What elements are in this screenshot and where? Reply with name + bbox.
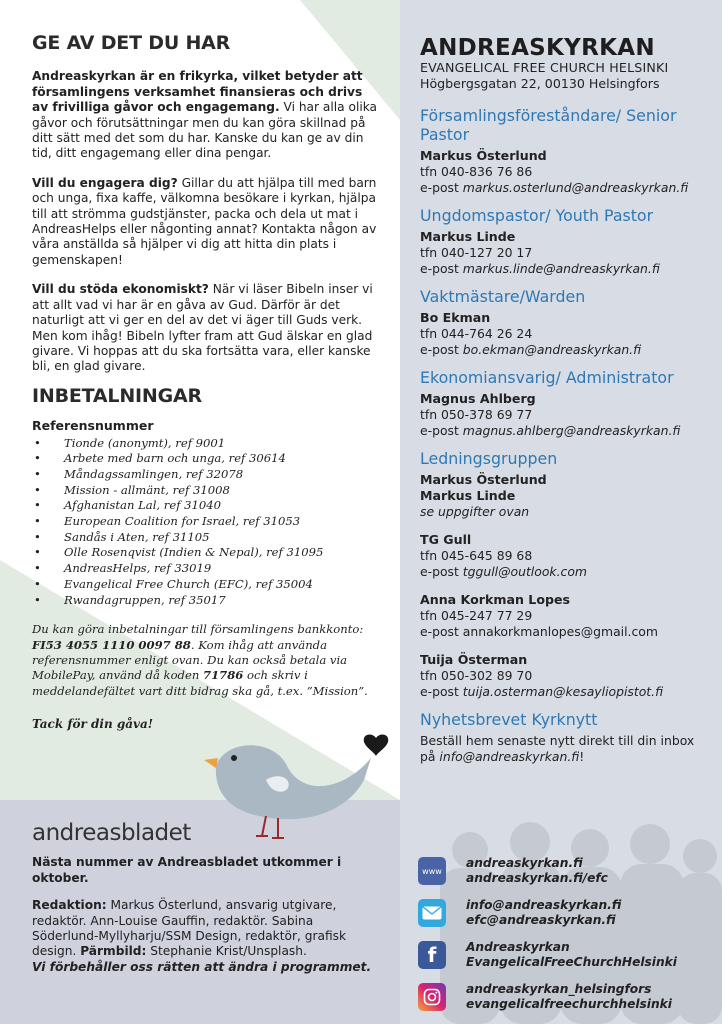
social-links [418,852,718,1020]
email-link[interactable]: magnus.ahlberg@andreaskyrkan.fi [462,423,681,438]
contact-phone [420,326,710,342]
contact-phone [420,245,710,261]
facebook-link[interactable]: Andreaskyrkan [466,940,570,954]
email-link[interactable]: markus.osterlund@andreaskyrkan.fi [462,180,689,195]
facebook-efc-link[interactable]: EvangelicalFreeChurchHelsinki [466,955,677,969]
payment-text-a: Du kan göra inbetalningar till församlingens bankkonto: [32,622,364,637]
phone-label: tfn [420,548,442,563]
payment-info [32,622,372,699]
web-row [418,852,718,890]
board-member-name: Tuija Österman [420,652,528,667]
give-heading: GE AV DET DU HAR [32,32,231,54]
mobilepay-code: 71786 [203,668,244,683]
board-name-1: Markus Österlund [420,472,547,487]
email-label: e-post [420,684,463,699]
www-icon: www [418,857,446,885]
editorial-info [32,898,382,975]
email-label: e-post [420,180,463,195]
phone-label: tfn [420,245,442,260]
mail-row [418,894,718,932]
church-subtitle: EVANGELICAL FREE CHURCH HELSINKI [420,60,669,75]
email-label: e-post [420,423,463,438]
facebook-row [418,936,718,974]
contact-name: Markus Linde [420,229,516,244]
list-item: • European Coalition for Israel, ref 31053 [32,514,382,530]
engage-text: Gillar du att hjälpa till med barn och unga, fixa kaffe, välkomna besökare i kyrkan, hjälpa till att strömma gudstjänster, packa och dela ut mat i AndreasHelps eller någonting annat? Kontakta någon av våra anställda så hjälper vi dig att hitta din plats i gemenskapen! [32,175,377,267]
andreasbladet-logo: andreasbladet [32,820,191,846]
contact-email [420,564,710,580]
cover-label: Pärmbild: [80,944,147,959]
mail-links [466,898,621,928]
instagram-links [466,982,672,1012]
newsletter-email-link[interactable]: info@andreaskyrkan.fi [439,749,580,764]
info-email-link[interactable]: info@andreaskyrkan.fi [466,898,622,912]
email-link[interactable]: bo.ekman@andreaskyrkan.fi [462,342,642,357]
phone-number: 040-836 76 86 [441,164,533,179]
church-name: ANDREASKYRKAN [420,35,655,61]
support-paragraph [32,282,382,374]
thanks-text: Tack för din gåva! [32,717,154,732]
email-link[interactable]: tggull@outlook.com [462,564,587,579]
newsletter-text [420,733,710,765]
contact-name: Magnus Ahlberg [420,391,536,406]
website-efc-link[interactable]: andreaskyrkan.fi/efc [466,871,608,885]
contact-email [420,423,710,439]
list-item: • Måndagssamlingen, ref 32078 [32,467,382,483]
list-item: • Tionde (anonymt), ref 9001 [32,436,382,452]
intro-bold: Andreaskyrkan är en frikyrka, vilket betyder att församlingens verksamhet finansieras och drivs av frivilliga gåvor och engagemang. [32,69,363,115]
email-label: e-post [420,261,463,276]
board-member-name: Anna Korkman Lopes [420,592,571,607]
support-text: När vi läser Bibeln inser vi att allt vad vi har är en gåva av Gud. Därför är det naturligt att vi ger en del av det vi äger till Guds verk. Men kom ihåg! Bibeln lyfter fram att Gud älskar en glad givare. Vi hoppas att du ska fortsätta vara, eller kanske bli, en glad givare. [32,282,373,374]
phone-label: tfn [420,326,442,341]
mail-icon [418,899,446,927]
cover-text: Stephanie Krist/Unsplash. [146,944,307,959]
phone-label: tfn [420,164,442,179]
list-item: • Arbete med barn och unga, ref 30614 [32,451,382,467]
phone-label: tfn [420,608,442,623]
bank-account: FI53 4055 1110 0097 88 [32,637,191,652]
phone-number: 050-302 89 70 [441,668,533,683]
list-item: • Evangelical Free Church (EFC), ref 35004 [32,577,382,593]
payment-text-b: . Kom ihåg att använda referensnummer enligt ovan. Du kan också betala via MobilePay, använd då koden [32,637,348,683]
list-item: • Mission - allmänt, ref 31008 [32,483,382,499]
email-label: e-post [420,342,463,357]
intro-text: Vi har alla olika gåvor och förutsättningar men du kan göra skillnad på ditt sätt med det som du har. Kanske du kan ge av din tid, ditt engagemang eller dina pengar. [32,100,378,161]
facebook-links [466,940,677,970]
role-senior-pastor: Församlingsföreståndare/ Senior Pastor [420,106,677,144]
contact-phone [420,407,710,423]
instagram-icon [418,983,446,1011]
payment-text-c: och skriv i meddelandefältet vart ditt bidrag ska gå, t.ex. ”Mission”. [32,668,368,698]
editorial-text: Markus Österlund, ansvarig utgivare, redaktör. Ann-Louise Gauffin, redaktör. Sabina Söderlund-Myllyharju/SSM Design, redaktör, grafisk design. [32,898,347,959]
engage-paragraph [32,176,382,268]
email-link[interactable]: annakorkmanlopes@gmail.com [462,624,658,639]
role-warden: Vaktmästare/Warden [420,287,586,306]
role-youth-pastor: Ungdomspastor/ Youth Pastor [420,206,654,225]
engage-bold: Vill du engagera dig? [32,175,178,190]
phone-label: tfn [420,407,442,422]
facebook-icon: f [418,941,446,969]
instagram-efc-link[interactable]: evangelicalfreechurchhelsinki [466,997,672,1011]
contact-phone [420,608,710,624]
instagram-row [418,978,718,1016]
board-name-2: Markus Linde [420,488,516,503]
newsletter-text-a: Beställ hem senaste nytt direkt till din inbox på [420,733,695,764]
phone-number: 050-378 69 77 [441,407,533,422]
phone-number: 045-247 77 29 [441,608,533,623]
web-links [466,856,608,886]
contact-email [420,180,710,196]
phone-number: 044-764 26 24 [441,326,533,341]
email-link[interactable]: tuija.osterman@kesayliopistot.fi [462,684,664,699]
contact-email [420,684,710,700]
next-issue-text: Nästa nummer av Andreasbladet utkommer i oktober. [32,855,342,885]
church-address: Högbergsgatan 22, 00130 Helsingfors [420,76,660,91]
andreasbladet-section [32,820,382,975]
see-above-note: se uppgifter ovan [420,504,530,519]
role-newsletter: Nyhetsbrevet Kyrknytt [420,710,598,729]
website-link[interactable]: andreaskyrkan.fi [466,856,583,870]
contact-email [420,624,710,640]
contact-email [420,261,710,277]
contact-phone [420,668,710,684]
list-item: • AndreasHelps, ref 33019 [32,561,382,577]
list-item: • Olle Rosenqvist (Indien & Nepal), ref 31095 [32,545,382,561]
phone-number: 040-127 20 17 [441,245,533,260]
intro-paragraph [32,69,382,161]
payments-heading: INBETALNINGAR [32,384,202,407]
newsletter-text-b: ! [579,749,585,764]
reference-list [32,436,382,609]
phone-number: 045-645 89 68 [441,548,533,563]
efc-email-link[interactable]: efc@andreaskyrkan.fi [466,913,616,927]
contact-name: Bo Ekman [420,310,491,325]
editorial-label: Redaktion: [32,898,107,913]
email-link[interactable]: markus.linde@andreaskyrkan.fi [462,261,660,276]
left-column [32,32,382,733]
bird-illustration [196,728,396,848]
board-member-name: TG Gull [420,532,472,547]
support-bold: Vill du stöda ekonomiskt? [32,282,209,297]
list-item: • Sandås i Aten, ref 31105 [32,530,382,546]
instagram-link[interactable]: andreaskyrkan_helsingfors [466,982,652,996]
email-label: e-post [420,564,463,579]
phone-label: tfn [420,668,442,683]
contact-phone [420,548,710,564]
role-administrator: Ekonomiansvarig/ Administrator [420,368,674,387]
role-board: Ledningsgruppen [420,449,558,468]
reference-title: Referensnummer [32,418,154,434]
email-label: e-post [420,624,463,639]
contact-email [420,342,710,358]
list-item: • Afghanistan Lal, ref 31040 [32,498,382,514]
list-item: • Rwandagruppen, ref 35017 [32,593,382,609]
reserve-text: Vi förbehåller oss rätten att ändra i programmet. [32,959,372,974]
right-column [420,36,710,765]
contact-name: Markus Österlund [420,148,547,163]
contact-phone [420,164,710,180]
